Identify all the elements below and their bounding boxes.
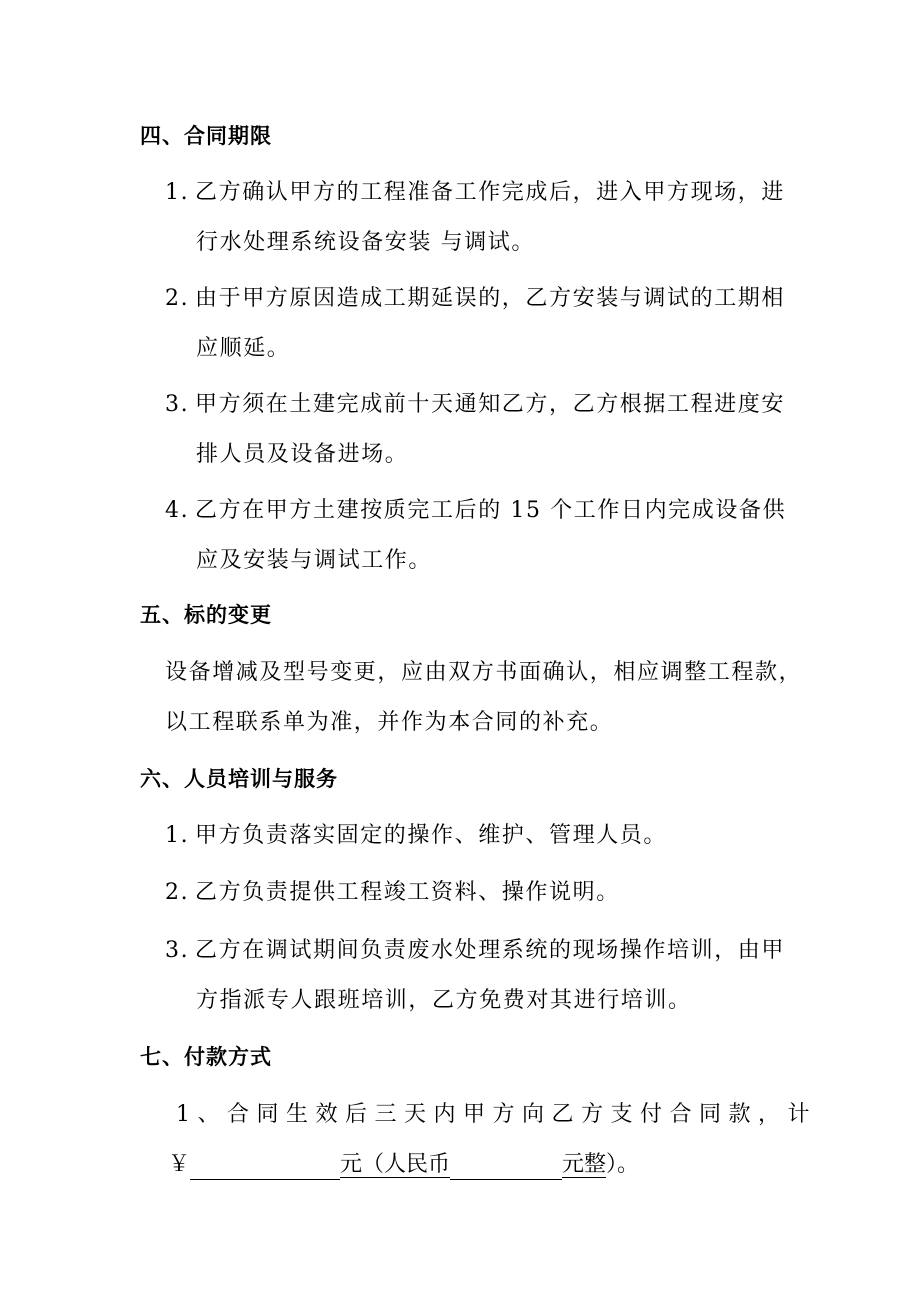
section-4-item-3-cont: 排人员及设备进场。 [196, 442, 409, 467]
section-7-payment-line-2 [168, 1150, 639, 1180]
section-4-item-2 [165, 284, 785, 314]
section-4-heading: 四、合同期限 [140, 124, 272, 148]
section-7-payment-line-1: 1、合同生效后三天内甲方向乙方支付合同款，计 [176, 1102, 817, 1127]
section-5-heading: 五、标的变更 [140, 603, 272, 627]
section-4-item-3 [165, 390, 785, 420]
item-number: 3. [165, 392, 190, 417]
section-6-heading: 六、人员培训与服务 [140, 767, 338, 791]
item-number: 2. [165, 880, 190, 905]
yuan-zheng-label: 元整 [562, 1152, 607, 1177]
section-6-item-2 [165, 878, 620, 908]
item-text: 甲方须在土建完成前十天通知乙方，乙方根据工程进度安 [195, 392, 786, 417]
yuan-label: 元（人民币 [340, 1152, 451, 1177]
item-number: 1. [165, 180, 190, 205]
section-4-item-1 [165, 178, 785, 208]
item-text: 甲方负责落实固定的操作、维护、管理人员。 [195, 823, 668, 848]
item-text: 乙方在甲方土建按质完工后的 15 个工作日内完成设备供 [195, 498, 787, 523]
item-number: 3. [165, 938, 190, 963]
closing-paren: ）。 [606, 1152, 640, 1177]
section-4-item-4 [165, 496, 786, 526]
item-text: 乙方负责提供工程竣工资料、操作说明。 [195, 880, 620, 905]
item-text: 乙方确认甲方的工程准备工作完成后，进入甲方现场，进 [195, 180, 786, 205]
amount-blank[interactable] [190, 1153, 340, 1180]
currency-symbol: ￥ [168, 1152, 191, 1177]
item-number: 2. [165, 286, 190, 311]
section-4-item-1-cont: 行水处理系统设备安装 与调试。 [196, 230, 535, 255]
section-5-paragraph-line-1: 设备增减及型号变更，应由双方书面确认，相应调整工程款， [165, 660, 803, 685]
item-number: 4. [165, 498, 190, 523]
section-4-item-2-cont: 应顺延。 [196, 336, 291, 361]
section-6-item-3 [165, 936, 785, 966]
item-text: 由于甲方原因造成工期延误的，乙方安装与调试的工期相 [195, 286, 786, 311]
section-6-item-3-cont: 方指派专人跟班培训，乙方免费对其进行培训。 [196, 988, 692, 1013]
item-text: 乙方在调试期间负责废水处理系统的现场操作培训，由甲 [195, 938, 786, 963]
section-6-item-1 [165, 821, 667, 851]
section-4-item-4-cont: 应及安装与调试工作。 [196, 548, 433, 573]
rmb-amount-blank[interactable] [450, 1153, 562, 1180]
section-7-heading: 七、付款方式 [140, 1045, 272, 1069]
section-5-paragraph-line-2: 以工程联系单为准，并作为本合同的补充。 [165, 710, 614, 735]
item-number: 1. [165, 823, 190, 848]
